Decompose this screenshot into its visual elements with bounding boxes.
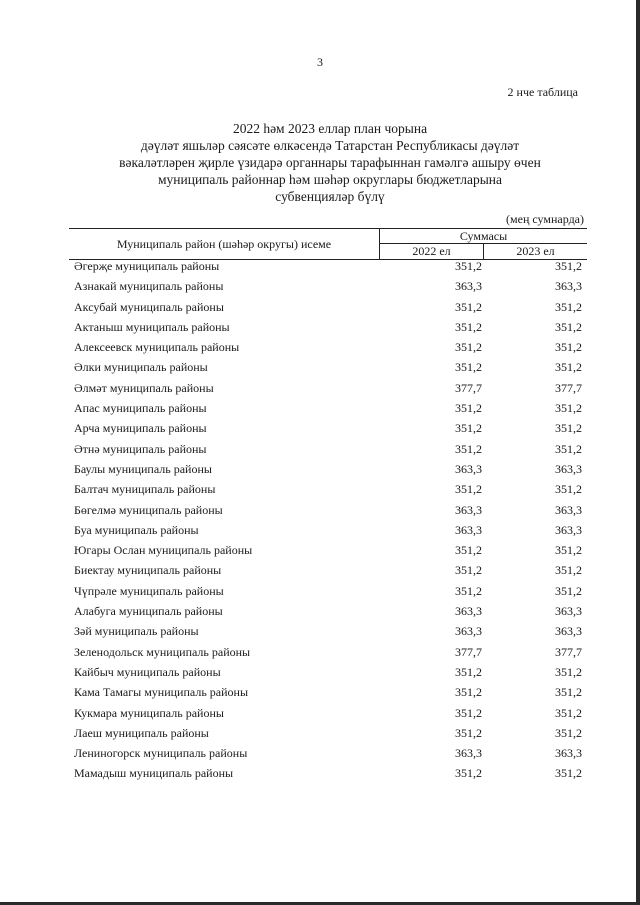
- amount-2022: 351,2: [455, 705, 482, 720]
- district-name: Алексеевск муниципаль районы: [74, 340, 240, 355]
- amount-2022: 351,2: [455, 441, 482, 456]
- table-row: [0, 560, 640, 580]
- amount-2022: 377,7: [455, 644, 482, 659]
- district-name: Лаеш муниципаль районы: [74, 725, 209, 740]
- amount-2022: 351,2: [455, 482, 482, 497]
- amount-2022: 363,3: [455, 746, 482, 761]
- table-row: [0, 459, 640, 479]
- table-row: [0, 723, 640, 743]
- amount-2023: 351,2: [555, 685, 582, 700]
- table-row: [0, 479, 640, 499]
- header-sum-column: Суммасы: [380, 229, 587, 244]
- district-name: Югары Ослан муниципаль районы: [74, 543, 253, 558]
- page-number: 3: [317, 55, 323, 69]
- amount-2022: 351,2: [455, 685, 482, 700]
- district-name: Әгерҗе муниципаль районы: [74, 259, 220, 273]
- amount-2023: 363,3: [555, 746, 582, 761]
- table-label: 2 нче таблица: [507, 85, 578, 99]
- table-row: [0, 297, 640, 317]
- amount-2023: 363,3: [555, 522, 582, 537]
- district-name: Азнакай муниципаль районы: [74, 279, 224, 294]
- header-year-2022: 2022 ел: [380, 244, 484, 259]
- amount-2022: 351,2: [455, 259, 482, 273]
- amount-2022: 351,2: [455, 563, 482, 578]
- amount-2022: 351,2: [455, 340, 482, 355]
- table-row: [0, 682, 640, 702]
- table-row: [0, 662, 640, 682]
- header-name-column: Муниципаль район (шәһәр округы) исеме: [69, 229, 380, 259]
- district-name: Актаныш муниципаль районы: [74, 319, 230, 334]
- amount-2022: 363,3: [455, 522, 482, 537]
- amount-2023: 363,3: [555, 604, 582, 619]
- table-row: [0, 418, 640, 438]
- amount-2022: 351,2: [455, 401, 482, 416]
- district-name: Аксубай муниципаль районы: [74, 299, 224, 314]
- amount-2023: 351,2: [555, 482, 582, 497]
- amount-2022: 351,2: [455, 664, 482, 679]
- amount-2023: 351,2: [555, 543, 582, 558]
- district-name: Кукмара муниципаль районы: [74, 705, 224, 720]
- district-name: Әтнә муниципаль районы: [74, 441, 207, 456]
- title-line: вәкаләтләрен җирле үзидарә органнары тарафыннан гамәлгә ашыру өчен: [119, 155, 541, 170]
- district-name: Әлки муниципаль районы: [74, 360, 208, 375]
- district-name: Мамадыш муниципаль районы: [74, 766, 234, 781]
- table-row: [0, 540, 640, 560]
- district-name: Арча муниципаль районы: [74, 421, 207, 436]
- amount-2023: 351,2: [555, 766, 582, 781]
- amount-2022: 351,2: [455, 583, 482, 598]
- amount-2023: 363,3: [555, 279, 582, 294]
- amount-2023: 351,2: [555, 401, 582, 416]
- amount-2022: 351,2: [455, 421, 482, 436]
- district-name: Бөгелмә муниципаль районы: [74, 502, 223, 517]
- table-row: [0, 439, 640, 459]
- title-line: дәүләт яшьләр сәясәте өлкәсендә Татарстан Республикасы дәүләт: [140, 138, 520, 153]
- district-name: Апас муниципаль районы: [74, 401, 207, 416]
- amount-2023: 351,2: [555, 705, 582, 720]
- amount-2023: 363,3: [555, 461, 582, 476]
- amount-2023: 351,2: [555, 360, 582, 375]
- amount-2023: 363,3: [555, 502, 582, 517]
- table-row: [0, 601, 640, 621]
- table-row: [0, 378, 640, 398]
- amount-2023: 351,2: [555, 664, 582, 679]
- table-row: [0, 317, 640, 337]
- amount-2023: 377,7: [555, 644, 582, 659]
- district-name: Буа муниципаль районы: [74, 522, 199, 537]
- amount-2022: 363,3: [455, 279, 482, 294]
- amount-2022: 351,2: [455, 725, 482, 740]
- document-title: [70, 120, 590, 205]
- table-row: [0, 398, 640, 418]
- amount-2022: 363,3: [455, 604, 482, 619]
- district-name: Чүпрәле муниципаль районы: [74, 583, 224, 598]
- amount-2023: 351,2: [555, 421, 582, 436]
- table-row: [0, 703, 640, 723]
- title-line: субвенцияләр бүлү: [275, 189, 385, 204]
- table-body: [0, 256, 640, 784]
- header-year-2023: 2023 ел: [516, 244, 555, 258]
- district-name: Балтач муниципаль районы: [74, 482, 216, 497]
- table-row: [0, 357, 640, 377]
- amount-2022: 363,3: [455, 624, 482, 639]
- units-note: (мең сумнарда): [506, 212, 584, 226]
- district-name: Зеленодольск муниципаль районы: [74, 644, 251, 659]
- amount-2023: 377,7: [555, 380, 582, 395]
- amount-2023: 351,2: [555, 441, 582, 456]
- title-line: муниципаль районнар һәм шәһәр округлары бюджетларына: [157, 172, 502, 187]
- amount-2022: 363,3: [455, 461, 482, 476]
- district-name: Биектау муниципаль районы: [74, 563, 222, 578]
- amount-2023: 351,2: [555, 725, 582, 740]
- district-name: Әлмәт муниципаль районы: [74, 380, 214, 395]
- amount-2022: 351,2: [455, 766, 482, 781]
- amount-2023: 363,3: [555, 624, 582, 639]
- amount-2022: 351,2: [455, 319, 482, 334]
- district-name: Лениногорск муниципаль районы: [74, 746, 248, 761]
- amount-2022: 351,2: [455, 543, 482, 558]
- table-row: [0, 500, 640, 520]
- table-row: [0, 256, 640, 276]
- amount-2022: 351,2: [455, 299, 482, 314]
- table-row: [0, 520, 640, 540]
- district-name: Кайбыч муниципаль районы: [74, 664, 221, 679]
- table-row: [0, 621, 640, 641]
- amount-2022: 363,3: [455, 502, 482, 517]
- amount-2023: 351,2: [555, 299, 582, 314]
- table-row: [0, 581, 640, 601]
- district-name: Зәй муниципаль районы: [74, 624, 199, 639]
- district-name: Кама Тамагы муниципаль районы: [74, 685, 249, 700]
- amount-2023: 351,2: [555, 563, 582, 578]
- amount-2023: 351,2: [555, 340, 582, 355]
- table-row: [0, 642, 640, 662]
- table-row: [0, 276, 640, 296]
- amount-2023: 351,2: [555, 259, 582, 273]
- amount-2023: 351,2: [555, 583, 582, 598]
- district-name: Алабуга муниципаль районы: [74, 604, 223, 619]
- amount-2023: 351,2: [555, 319, 582, 334]
- title-line: 2022 һәм 2023 еллар план чорына: [232, 121, 428, 136]
- district-name: Баулы муниципаль районы: [74, 461, 212, 476]
- table-row: [0, 337, 640, 357]
- table-row: [0, 743, 640, 763]
- table-row: [0, 763, 640, 783]
- amount-2022: 351,2: [455, 360, 482, 375]
- amount-2022: 377,7: [455, 380, 482, 395]
